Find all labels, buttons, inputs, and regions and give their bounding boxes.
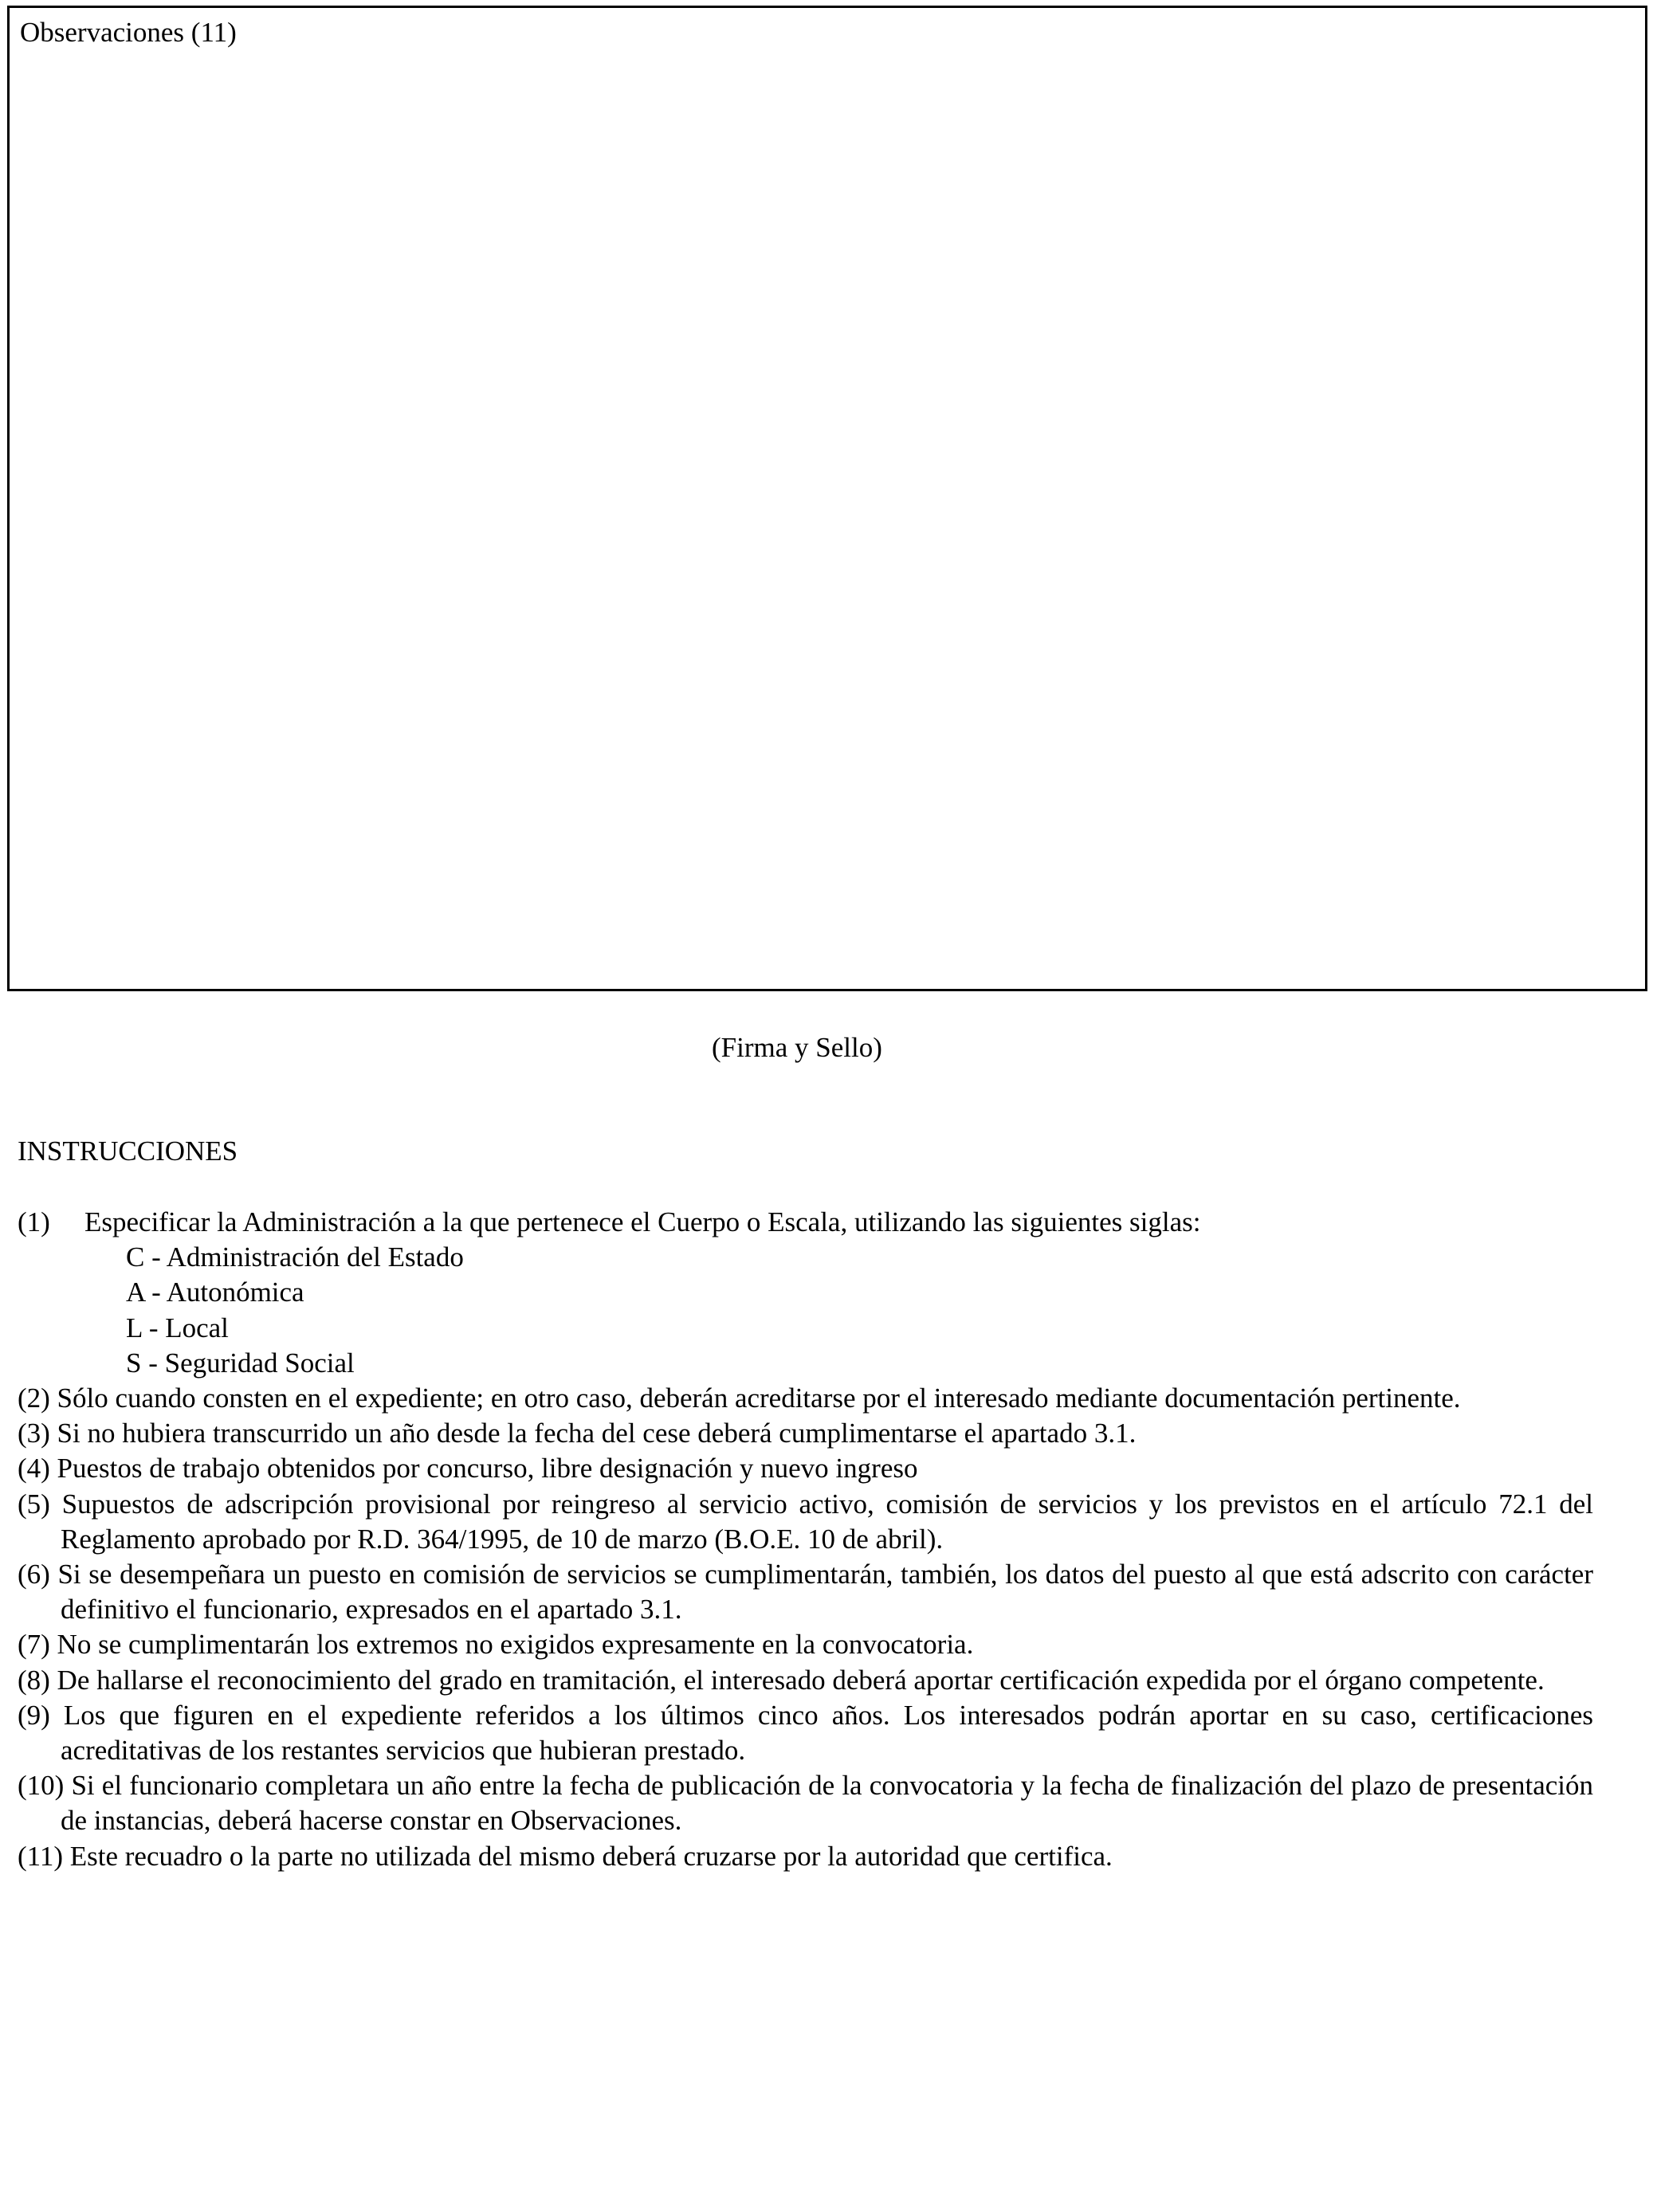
instrucciones-list (18, 1205, 1593, 1874)
instruccion-item-8: (8) De hallarse el reconocimiento del grado en tramitación, el interesado deberá aportar certificación expedida por el órgano competente. (18, 1664, 1545, 1696)
instruccion-item-1 (18, 1205, 1593, 1240)
instruccion-item-1-number: (1) (18, 1206, 50, 1237)
instruccion-item-11: (11) Este recuadro o la parte no utilizada del mismo deberá cruzarse por la autoridad que certifica. (18, 1840, 1113, 1872)
sigla-option: A - Autonómica (126, 1277, 304, 1308)
instruccion-item-2: (2) Sólo cuando consten en el expediente; en otro caso, deberán acreditarse por el interesado mediante documentación pertinente. (18, 1382, 1461, 1414)
instruccion-item-1-text: Especificar la Administración a la que pertenece el Cuerpo o Escala, utilizando las siguientes siglas: (84, 1206, 1201, 1237)
observaciones-label: Observaciones (11) (20, 17, 237, 48)
sigla-option: L - Local (126, 1312, 229, 1343)
instruccion-item-7: (7) No se cumplimentarán los extremos no exigidos expresamente en la convocatoria. (18, 1629, 974, 1661)
observaciones-box (7, 6, 1647, 991)
instrucciones-heading: INSTRUCCIONES (18, 1135, 238, 1167)
instruccion-item-9: (9) Los que figuren en el expediente referidos a los últimos cinco años. Los interesados podrán aportar en su caso, certificaciones acreditativas de los restantes servicios que hubieran prestado. (18, 1699, 1593, 1767)
instruccion-item-5: (5) Supuestos de adscripción provisional por reingreso al servicio activo, comisión de servicios y los previstos en el artículo 72.1 del Reglamento aprobado por R.D. 364/1995, de 10 de marzo (B.O.E. 10 de abril). (18, 1488, 1593, 1555)
instruccion-item-4: (4) Puestos de trabajo obtenidos por concurso, libre designación y nuevo ingreso (18, 1453, 918, 1484)
firma-sello-label: (Firma y Sello) (712, 1032, 882, 1063)
instruccion-item-6: (6) Si se desempeñara un puesto en comisión de servicios se cumplimentarán, también, los datos del puesto al que está adscrito con carácter definitivo el funcionario, expresados en el apartado 3.1. (18, 1559, 1593, 1626)
sigla-option: S - Seguridad Social (126, 1347, 355, 1379)
instruccion-item-10: (10) Si el funcionario completara un año entre la fecha de publicación de la convocatoria y la fecha de finalización del plazo de presentación de instancias, deberá hacerse constar en Observaciones. (18, 1770, 1593, 1837)
instruccion-item-3: (3) Si no hubiera transcurrido un año desde la fecha del cese deberá cumplimentarse el apartado 3.1. (18, 1418, 1137, 1449)
sigla-option: C - Administración del Estado (126, 1241, 464, 1273)
